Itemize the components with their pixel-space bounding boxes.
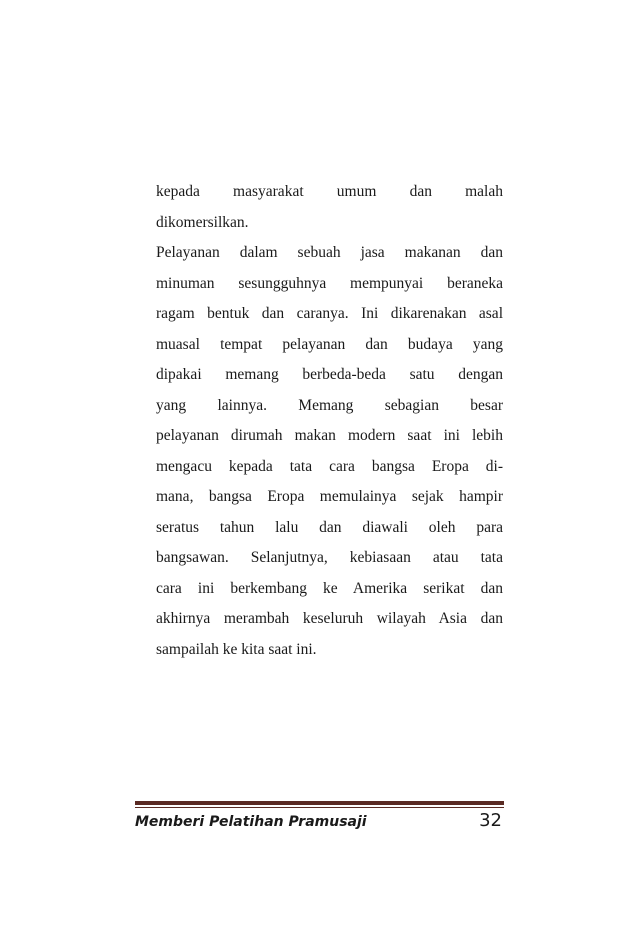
text-line: dikomersilkan. bbox=[156, 213, 249, 231]
footer-book-title: Memberi Pelatihan Pramusaji bbox=[135, 814, 367, 830]
text-line: Pelayanan dalam sebuah jasa makanan dan bbox=[156, 244, 503, 261]
text-line: muasal tempat pelayanan dan budaya yang bbox=[156, 335, 503, 353]
text-line: kepada masyarakat umum dan malah bbox=[156, 183, 503, 200]
text-line: pelayanan dirumah makan modern saat ini lebih bbox=[156, 427, 503, 444]
text-line: akhirnya merambah keseluruh wilayah Asia dan bbox=[156, 610, 503, 627]
page-number: 32 bbox=[479, 810, 502, 831]
text-line: mengacu kepada tata cara bangsa Eropa di- bbox=[156, 457, 503, 475]
text-line: mana, bangsa Eropa memulainya sejak hampir bbox=[156, 488, 503, 505]
text-line: seratus tahun lalu dan diawali oleh para bbox=[156, 518, 503, 536]
text-line: minuman sesungguhnya mempunyai beraneka bbox=[156, 274, 503, 292]
body-paragraphs bbox=[156, 177, 503, 665]
footer-rule-thin bbox=[135, 807, 504, 808]
text-line: sampailah ke kita saat ini. bbox=[156, 640, 317, 658]
text-line: cara ini berkembang ke Amerika serikat dan bbox=[156, 579, 503, 597]
text-line: dipakai memang berbeda-beda satu dengan bbox=[156, 366, 503, 383]
text-line: bangsawan. Selanjutnya, kebiasaan atau tata bbox=[156, 549, 503, 566]
text-line: yang lainnya. Memang sebagian besar bbox=[156, 396, 503, 414]
text-line: ragam bentuk dan caranya. Ini dikarenakan asal bbox=[156, 305, 503, 322]
footer-rule-thick bbox=[135, 801, 504, 805]
